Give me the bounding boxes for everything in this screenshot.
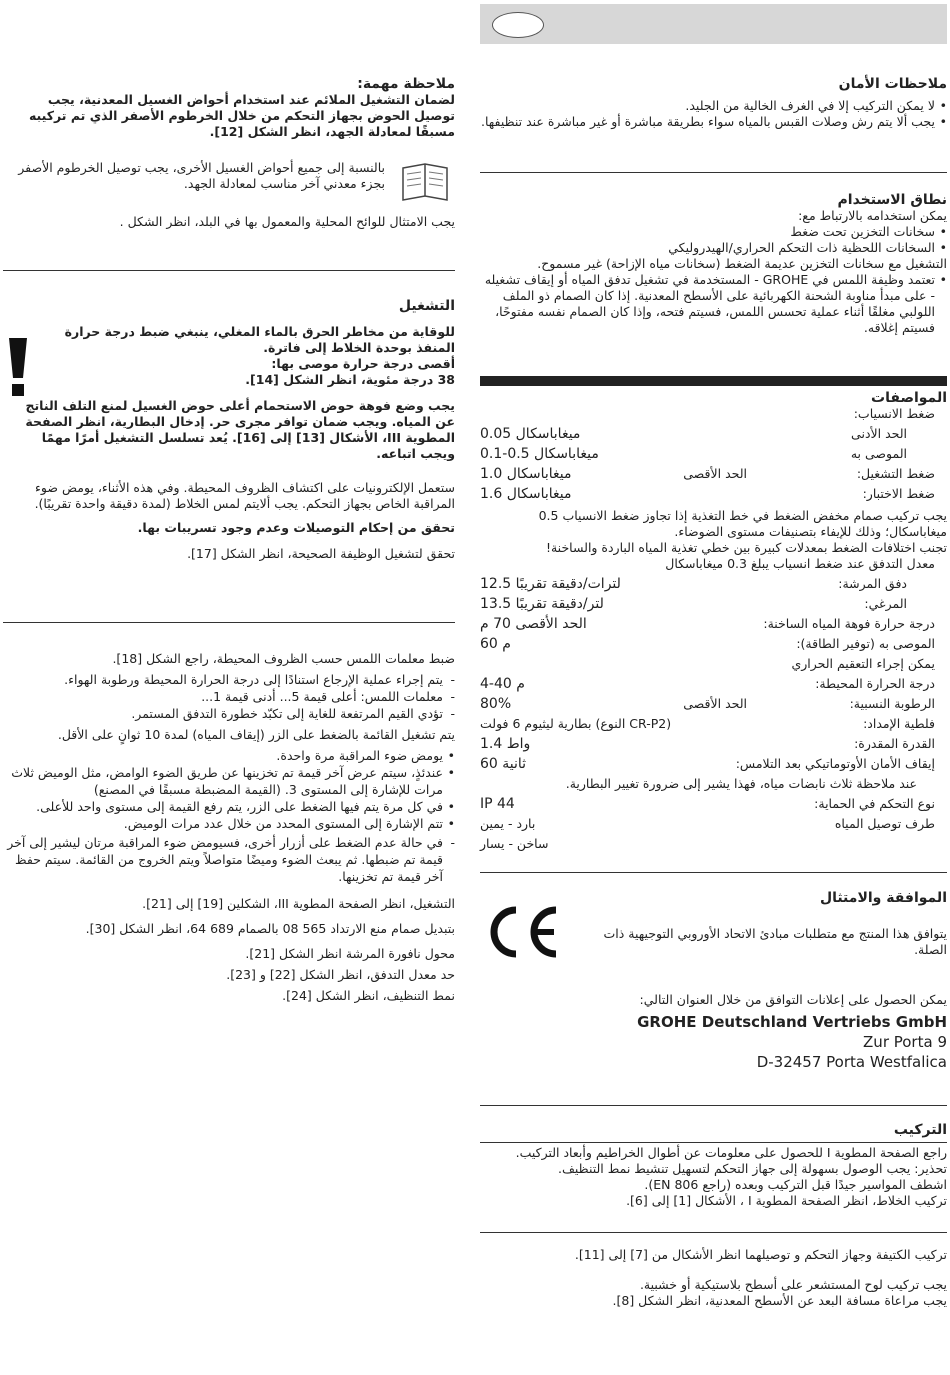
warning-text: أقصى درجة حرارة موصى بها: — [271, 356, 455, 371]
adjust-text: نمط التنظيف، انظر الشكل [24]. — [282, 988, 455, 1003]
spec-label: نوع التحكم في الحماية: — [814, 796, 935, 811]
spec-label: الحد الأقصى — [683, 696, 747, 711]
spec-value: 0.1-0.5 ميغاباسكال — [480, 446, 599, 462]
install-bracket — [480, 1247, 947, 1309]
specs-section — [480, 390, 947, 856]
warning-text: 38 درجة مئوية، انظر الشكل [14]. — [245, 372, 455, 387]
scope-title: نطاق الاستخدام — [837, 192, 947, 208]
adjust-item: • في كل مرة يتم فيها الضغط على الزر، يتم رفع القيمة إلى مستوى واحد للأعلى. — [3, 798, 443, 815]
spec-label: معدل التدفق عند ضغط انسياب يبلغ 0.3 ميغاباسكال — [665, 556, 935, 571]
spec-label: الحد الأقصى — [683, 466, 747, 481]
adjust-text: يتم تشغيل القائمة بالضغط على الزر (إيقاف المياه) لمدة 10 ثوانٍ على الأقل. — [57, 727, 455, 742]
divider — [480, 1232, 947, 1233]
adjust-item: - معلمات اللمس: أعلى قيمة 5... أدنى قيمة 1... — [3, 688, 443, 705]
adjust-text: بتبديل صمام منع الارتداد 565 08 بالصمام 689 64، انظر الشكل [30]. — [85, 921, 455, 936]
touch-function: • تعتمد وظيفة اللمس في GROHE - المستخدمة في تشغيل تدفق المياه أو إيقاف تشغيله - على مبدأ مناوبة الشحنة الكهربائية على الأسطح المعدنية. إذا كان الصمام ذو الملف اللولبي مغلقًا أثناء عملية تحسس اللمس، فسيتم فتحه، وإذا كان الصمام نفسه مفتوحًا، فسيتم إغلاقه. — [480, 272, 935, 336]
adjust-text: حد معدل التدفق، انظر الشكل [22] و [23]. — [226, 967, 455, 982]
spec-label: الموصى به (توفير الطاقة): — [796, 636, 935, 651]
divider — [3, 270, 455, 271]
safety-title: ملاحظات الأمان — [838, 76, 947, 92]
operation-text: ستعمل الإلكترونيات على اكتشاف الظروف المحيطة. وفي هذه الأثناء، يومض ضوء المراقبة الخاص بجهاز التحكم. يجب ألايتم لمس الخلاط (لمدة دقيقة واحدة تقريبًا). — [34, 480, 455, 511]
spec-value: 60 ثانية — [480, 756, 527, 772]
spec-value: 4-40 م — [480, 676, 525, 692]
spec-label: ضغط الانسياب: — [853, 406, 935, 421]
company-name: GROHE Deutschland Vertriebs GmbH — [637, 1013, 947, 1031]
spec-label: المرغي: — [864, 596, 907, 611]
install-title: التركيب — [893, 1122, 947, 1138]
adjust-section — [3, 650, 455, 1004]
spec-label: عند ملاحظة ثلاث نابضات مياه، فهذا يشير إلى ضرورة تغيير البطارية. — [565, 776, 917, 791]
spec-label: دفق المرشة: — [838, 576, 907, 591]
operation-text: تحقق من إحكام التوصيلات وعدم وجود تسريبات بها. — [137, 520, 455, 535]
divider-thick — [480, 376, 947, 386]
adjust-text: محول نافورة المرشة انظر الشكل [21]. — [245, 946, 455, 961]
operation-warning: يجب وضع فوهة حوض الاستحمام أعلى حوض الغسيل لمنع التلف الناتج عن المياه. ويجب ضمان توافر مجرى حر. إدخال البطارية، انظر الصفحة المطوية III، الأشكال [13] إلى [16]. يُعد تسلسل التشغيل أمرًا مهمًا ويجب اتباعه. — [25, 398, 455, 461]
spec-label: إيقاف الأمان الأوتوماتيكي بعد التلامس: — [735, 756, 935, 771]
divider — [3, 622, 455, 623]
safety-item: • يجب ألا يتم رش وصلات القبس بالمياه سواء بطريقة مباشرة أو غير مباشرة عند تنظيفها. — [480, 114, 935, 130]
scope-note: التشغيل مع سخانات التخزين عديمة الضغط (سخانات مياه الإزاحة) غير مسموح. — [537, 256, 947, 271]
adjust-text: ضبط معلمات اللمس حسب الظروف المحيطة، راجع الشكل [18]. — [112, 651, 455, 666]
spec-label: الرطوبة النسبية: — [849, 696, 935, 711]
divider — [480, 1105, 947, 1106]
spec-value: 12.5 لترات/دقيقة تقريبًا — [480, 576, 621, 592]
install-text: يجب تركيب لوح المستشعر على أسطح بلاستيكية أو خشبية. — [639, 1277, 947, 1292]
spec-label: الحد الأدنى — [851, 426, 907, 441]
adjust-item: - تؤدي القيم المرتفعة للغاية إلى تكبّد خطورة التدفق المستمر. — [3, 705, 443, 722]
note-block — [3, 160, 455, 192]
spec-label: طرف توصيل المياه — [834, 816, 935, 831]
spec-label: درجة حرارة فوهة المياه الساخنة: — [763, 616, 935, 631]
spec-label: فلطية الإمداد: — [863, 716, 935, 731]
important-title: ملاحظة مهمة: — [357, 76, 455, 92]
operation-title: التشغيل — [398, 298, 455, 314]
important-text: لضمان التشغيل الملائم عند استخدام أحواض الغسيل المعدنية، يجب توصيل الحوض بجهاز التحكم من خلال الخرطوم الأصفر الذي تم تركيبه مسبقًا لمعادلة الجهد، انظر الشكل [12]. — [28, 92, 455, 139]
adjust-item: • تتم الإشارة إلى المستوى المحدد من خلال عدد مرات الوميض. — [3, 815, 443, 832]
approval-text: يتوافق هذا المنتج مع متطلبات مبادئ الاتحاد الأوروبي التوجيهية ذات الصلة. — [603, 926, 947, 957]
approval-title: الموافقة والامتثال — [819, 890, 947, 906]
spec-label: درجة الحرارة المحيطة: — [815, 676, 935, 691]
spec-label: ضغط التشغيل: — [856, 466, 935, 481]
install-section — [480, 1122, 947, 1209]
adjust-item: - يتم إجراء عملية الإرجاع استنادًا إلى درجة الحرارة المحيطة ورطوبة الهواء. — [3, 671, 443, 688]
contact-intro: يمكن الحصول على إعلانات التوافق من خلال العنوان التالي: — [639, 992, 947, 1007]
adjust-item: - في حالة عدم الضغط على أزرار أخرى، فسيومض ضوء المراقبة مرتان ليشير إلى آخر قيمة تم ضبطها. ثم يبعث الضوء وميضًا متواصلاً ويتم الخروج من القائمة. سيتم حفظ آخر قيمة تم تخزينها. — [3, 834, 443, 885]
adjust-text: التشغيل، انظر الصفحة المطوية III، الشكلين [19] إلى [21]. — [142, 896, 455, 911]
install-text: تركيب الكتيفة وجهاز التحكم و توصيلهما انظر الأشكال من [7] إلى [11]. — [574, 1247, 947, 1262]
other-basins-note: بالنسبة إلى جميع أحواض الغسيل الأخرى، يجب توصيل الخرطوم الأصفر بجزء معدني آخر مناسب لمعادلة الجهد. — [18, 160, 385, 191]
spec-label: يمكن إجراء التعقيم الحراري — [791, 656, 935, 671]
important-section — [3, 76, 455, 230]
spec-value: بطارية ليثيوم 6 فولت (النوع CR-P2) — [480, 716, 672, 731]
spec-value: 60 م — [480, 636, 511, 652]
spec-value: IP 44 — [480, 796, 515, 812]
divider — [480, 172, 947, 173]
language-tab-marker — [492, 12, 544, 38]
warning-text: للوقاية من مخاطر الحرق بالماء المغلي، ينبغي ضبط درجة حرارة المنفذ بوحدة الخلاط إلى فاترة. — [64, 324, 455, 355]
specs-title: المواصفات — [871, 390, 947, 406]
adjust-item: • عندئذٍ، سيتم عرض آخر قيمة تم تخزينها عن طريق الضوء الوامض، مثل الوميض ثلاث مرات للإشارة إلى المستوى 3. (القيمة المضبطة مسبقًا في المصنع) — [3, 764, 443, 798]
safety-item: • لا يمكن التركيب إلا في الغرف الخالية من الجليد. — [480, 98, 935, 114]
spec-value: بارد - يمين — [480, 816, 536, 831]
spec-value: 0.05 ميغاباسكال — [480, 426, 581, 442]
company-street: Zur Porta 9 — [863, 1033, 947, 1051]
install-text: تركيب الخلاط، انظر الصفحة المطوية I ، الأشكال [1] إلى [6]. — [626, 1193, 947, 1208]
spec-value: 13.5 لتر/دقيقة تقريبًا — [480, 596, 604, 612]
spec-value: ساخن - يسار — [480, 836, 549, 851]
install-warning: تحذير: يجب الوصول بسهولة إلى جهاز التحكم لتسهيل تنشيط نمط التنظيف. — [558, 1161, 947, 1176]
scope-section — [480, 192, 947, 336]
spec-label: الموصى به — [850, 446, 907, 461]
spec-value: الحد الأقصى 70 م — [480, 616, 587, 632]
spec-value: 1.0 ميغاباسكال — [480, 466, 572, 482]
spec-value: 1.6 ميغاباسكال — [480, 486, 572, 502]
company-city: D-32457 Porta Westfalica — [756, 1053, 947, 1071]
approval-section — [480, 890, 947, 1090]
divider — [480, 872, 947, 873]
spec-label: القدرة المقدرة: — [854, 736, 935, 751]
operation-section — [3, 298, 455, 562]
scope-item: • سخانات التخزين تحت ضغط — [480, 224, 935, 240]
install-text: راجع الصفحة المطوية I للحصول على معلومات عن أطوال الخراطيم وأبعاد التركيب. — [515, 1145, 947, 1160]
operation-text: تحقق لتشغيل الوظيفة الصحيحة، انظر الشكل [17]. — [187, 546, 455, 561]
pressure-diff-note: تجنب اختلافات الضغط بمعدلات كبيرة بين خطي تغذية المياه الباردة والساخنة! — [545, 540, 947, 555]
spec-value: 80% — [480, 696, 512, 712]
adjust-item: • يومض ضوء المراقبة مرة واحدة. — [3, 747, 443, 764]
scope-item: • السخانات اللحظية ذات التحكم الحراري/الهيدروليكي — [480, 240, 935, 256]
install-text: اشطف المواسير جيدًا قبل التركيب وبعده (راجع EN 806). — [644, 1177, 947, 1192]
regulations-note: يجب الامتثال للوائح المحلية والمعمول بها في البلد، انظر الشكل . — [119, 214, 455, 229]
install-text: يجب مراعاة مسافة البعد عن الأسطح المعدنية، انظر الشكل [8]. — [612, 1293, 947, 1308]
ce-mark-icon — [480, 902, 560, 962]
spec-value: 1.4 واط — [480, 736, 531, 752]
safety-section — [480, 76, 947, 130]
warning-exclamation-icon — [3, 338, 33, 398]
scope-intro: يمكن استخدامه بالارتباط مع: — [798, 208, 947, 223]
header-bar — [480, 4, 947, 44]
reducer-note: يجب تركيب صمام مخفض الضغط في خط التغذية إذا تجاوز ضغط الانسياب 0.5 ميغاباسكال؛ وذلك للإيفاء بتصنيفات مستوى الضوضاء. — [538, 508, 947, 539]
book-icon — [395, 160, 455, 204]
spec-label: ضغط الاختبار: — [862, 486, 935, 501]
